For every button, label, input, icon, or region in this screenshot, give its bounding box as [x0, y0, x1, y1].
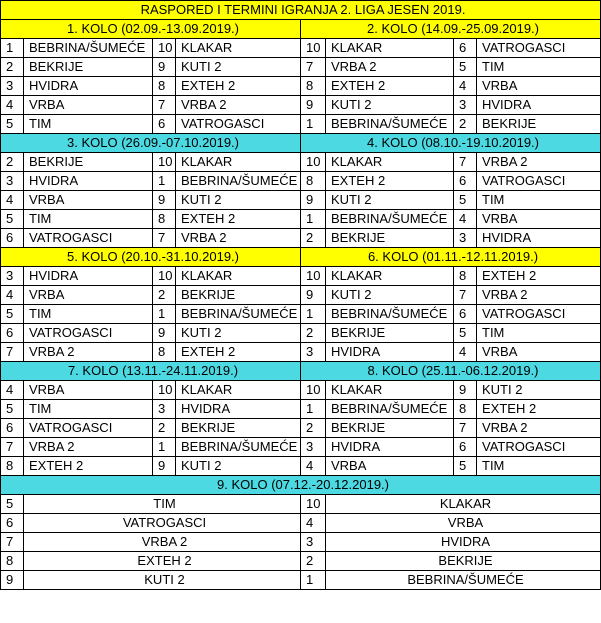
title-row: [1, 1, 601, 20]
home-team-number: 7: [301, 58, 326, 77]
away-team-number: 2: [153, 286, 176, 305]
match-row: [1, 533, 601, 552]
away-team-number: 2: [153, 419, 176, 438]
home-team-number: 7: [1, 533, 24, 552]
home-team-number: 4: [1, 96, 24, 115]
match-row: [1, 457, 601, 476]
home-team-name: VRBA 2: [326, 58, 454, 77]
home-team-number: 4: [1, 191, 24, 210]
home-team-name: VRBA: [326, 457, 454, 476]
match-row: [1, 400, 601, 419]
home-team-number: 6: [1, 229, 24, 248]
home-team-name: VATROGASCI: [24, 419, 153, 438]
round-title: 5. KOLO (20.10.-31.10.2019.): [1, 248, 301, 267]
home-team-number: 7: [1, 343, 24, 362]
home-team-name: BEBRINA/ŠUMEĆE: [326, 115, 454, 134]
away-team-number: 9: [153, 457, 176, 476]
schedule-title: RASPORED I TERMINI IGRANJA 2. LIGA JESEN 2019.: [1, 1, 601, 20]
home-team-number: 3: [1, 77, 24, 96]
home-team-name: VATROGASCI: [24, 229, 153, 248]
home-team-number: 5: [1, 115, 24, 134]
home-team-number: 3: [1, 267, 24, 286]
away-team-name: KLAKAR: [176, 153, 301, 172]
away-team-name: BEBRINA/ŠUMEĆE: [176, 305, 301, 324]
home-team-number: 4: [1, 381, 24, 400]
away-team-name: VRBA: [326, 514, 601, 533]
away-team-name: VRBA 2: [176, 229, 301, 248]
away-team-name: KUTI 2: [477, 381, 601, 400]
home-team-name: KUTI 2: [24, 571, 301, 590]
away-team-number: 8: [153, 210, 176, 229]
away-team-name: EXTEH 2: [477, 400, 601, 419]
away-team-number: 4: [454, 343, 477, 362]
round-header-row: [1, 476, 601, 495]
home-team-name: TIM: [24, 305, 153, 324]
away-team-name: HVIDRA: [176, 400, 301, 419]
home-team-number: 1: [1, 39, 24, 58]
home-team-name: KUTI 2: [326, 286, 454, 305]
home-team-name: TIM: [24, 495, 301, 514]
home-team-name: BEKRIJE: [326, 419, 454, 438]
home-team-number: 1: [301, 305, 326, 324]
away-team-name: KUTI 2: [176, 58, 301, 77]
home-team-number: 1: [301, 210, 326, 229]
away-team-number: 10: [153, 39, 176, 58]
home-team-name: BEBRINA/ŠUMEĆE: [326, 210, 454, 229]
home-team-number: 2: [301, 229, 326, 248]
away-team-number: 10: [301, 495, 326, 514]
home-team-name: HVIDRA: [24, 172, 153, 191]
away-team-name: BEKRIJE: [326, 552, 601, 571]
match-row: [1, 571, 601, 590]
match-row: [1, 324, 601, 343]
home-team-name: VRBA: [24, 286, 153, 305]
round-title: 3. KOLO (26.09.-07.10.2019.): [1, 134, 301, 153]
away-team-name: KLAKAR: [176, 39, 301, 58]
away-team-number: 1: [301, 571, 326, 590]
round-header-row: [1, 248, 601, 267]
home-team-name: VRBA: [24, 96, 153, 115]
away-team-name: VRBA 2: [477, 153, 601, 172]
round-title: 8. KOLO (25.11.-06.12.2019.): [301, 362, 601, 381]
home-team-name: EXTEH 2: [24, 457, 153, 476]
match-row: [1, 191, 601, 210]
away-team-name: VATROGASCI: [477, 438, 601, 457]
away-team-number: 8: [153, 343, 176, 362]
away-team-number: 7: [454, 419, 477, 438]
away-team-name: BEBRINA/ŠUMEĆE: [326, 571, 601, 590]
away-team-number: 5: [454, 324, 477, 343]
away-team-name: TIM: [477, 324, 601, 343]
home-team-name: BEKRIJE: [24, 153, 153, 172]
away-team-number: 9: [153, 58, 176, 77]
away-team-name: VATROGASCI: [477, 39, 601, 58]
home-team-number: 2: [1, 58, 24, 77]
away-team-name: KLAKAR: [176, 267, 301, 286]
away-team-name: EXTEH 2: [176, 77, 301, 96]
away-team-number: 3: [301, 533, 326, 552]
home-team-name: EXTEH 2: [24, 552, 301, 571]
home-team-name: VRBA 2: [24, 438, 153, 457]
home-team-name: HVIDRA: [326, 438, 454, 457]
away-team-name: VRBA 2: [477, 286, 601, 305]
away-team-name: EXTEH 2: [477, 267, 601, 286]
away-team-number: 6: [153, 115, 176, 134]
match-row: [1, 172, 601, 191]
home-team-name: HVIDRA: [24, 267, 153, 286]
away-team-number: 8: [454, 267, 477, 286]
match-row: [1, 552, 601, 571]
away-team-name: HVIDRA: [326, 533, 601, 552]
away-team-number: 5: [454, 191, 477, 210]
home-team-number: 9: [301, 286, 326, 305]
away-team-number: 4: [454, 77, 477, 96]
round-title: 6. KOLO (01.11.-12.11.2019.): [301, 248, 601, 267]
round-title: 7. KOLO (13.11.-24.11.2019.): [1, 362, 301, 381]
schedule-body: [1, 1, 601, 590]
away-team-name: HVIDRA: [477, 96, 601, 115]
match-row: [1, 229, 601, 248]
away-team-number: 2: [301, 552, 326, 571]
match-row: [1, 58, 601, 77]
match-row: [1, 438, 601, 457]
home-team-number: 4: [1, 286, 24, 305]
home-team-name: KUTI 2: [326, 191, 454, 210]
away-team-name: VRBA 2: [477, 419, 601, 438]
away-team-number: 7: [454, 153, 477, 172]
home-team-number: 5: [1, 210, 24, 229]
home-team-name: BEKRIJE: [326, 229, 454, 248]
away-team-number: 10: [153, 153, 176, 172]
home-team-number: 6: [1, 514, 24, 533]
away-team-name: VRBA: [477, 210, 601, 229]
round-header-row: [1, 20, 601, 39]
home-team-name: VATROGASCI: [24, 514, 301, 533]
match-row: [1, 419, 601, 438]
away-team-name: TIM: [477, 457, 601, 476]
match-row: [1, 343, 601, 362]
match-row: [1, 381, 601, 400]
home-team-number: 1: [301, 115, 326, 134]
home-team-number: 3: [301, 343, 326, 362]
away-team-name: TIM: [477, 191, 601, 210]
away-team-number: 5: [454, 457, 477, 476]
home-team-number: 10: [301, 267, 326, 286]
home-team-number: 7: [1, 438, 24, 457]
away-team-name: VRBA: [477, 77, 601, 96]
round-header-row: [1, 134, 601, 153]
round-title: 4. KOLO (08.10.-19.10.2019.): [301, 134, 601, 153]
home-team-number: 2: [301, 324, 326, 343]
away-team-number: 10: [153, 267, 176, 286]
away-team-number: 6: [454, 305, 477, 324]
away-team-name: KUTI 2: [176, 457, 301, 476]
away-team-name: VRBA 2: [176, 96, 301, 115]
away-team-name: VATROGASCI: [477, 172, 601, 191]
home-team-name: HVIDRA: [24, 77, 153, 96]
match-row: [1, 305, 601, 324]
away-team-name: VATROGASCI: [176, 115, 301, 134]
away-team-number: 4: [301, 514, 326, 533]
away-team-number: 6: [454, 172, 477, 191]
away-team-name: VRBA: [477, 343, 601, 362]
home-team-name: BEBRINA/ŠUMEĆE: [326, 400, 454, 419]
home-team-number: 9: [301, 96, 326, 115]
home-team-name: BEBRINA/ŠUMEĆE: [326, 305, 454, 324]
match-row: [1, 115, 601, 134]
away-team-number: 1: [153, 438, 176, 457]
home-team-number: 1: [301, 400, 326, 419]
match-row: [1, 153, 601, 172]
away-team-number: 5: [454, 58, 477, 77]
away-team-number: 6: [454, 39, 477, 58]
away-team-number: 8: [454, 400, 477, 419]
away-team-name: BEKRIJE: [477, 115, 601, 134]
away-team-number: 3: [153, 400, 176, 419]
home-team-number: 9: [1, 571, 24, 590]
away-team-number: 4: [454, 210, 477, 229]
away-team-number: 8: [153, 77, 176, 96]
home-team-name: KLAKAR: [326, 381, 454, 400]
match-row: [1, 210, 601, 229]
home-team-name: TIM: [24, 210, 153, 229]
away-team-number: 9: [153, 191, 176, 210]
home-team-name: KLAKAR: [326, 39, 454, 58]
match-row: [1, 495, 601, 514]
away-team-number: 9: [153, 324, 176, 343]
home-team-name: KLAKAR: [326, 267, 454, 286]
away-team-name: BEKRIJE: [176, 419, 301, 438]
round-title: 1. KOLO (02.09.-13.09.2019.): [1, 20, 301, 39]
home-team-number: 10: [301, 153, 326, 172]
home-team-number: 10: [301, 381, 326, 400]
away-team-name: EXTEH 2: [176, 210, 301, 229]
home-team-name: BEKRIJE: [326, 324, 454, 343]
match-row: [1, 96, 601, 115]
home-team-number: 8: [301, 77, 326, 96]
round-header-row: [1, 362, 601, 381]
home-team-number: 8: [1, 552, 24, 571]
away-team-number: 7: [153, 229, 176, 248]
home-team-number: 3: [301, 438, 326, 457]
away-team-name: TIM: [477, 58, 601, 77]
away-team-name: KLAKAR: [176, 381, 301, 400]
away-team-number: 3: [454, 96, 477, 115]
home-team-number: 5: [1, 495, 24, 514]
away-team-number: 1: [153, 305, 176, 324]
home-team-name: BEKRIJE: [24, 58, 153, 77]
away-team-name: BEBRINA/ŠUMEĆE: [176, 438, 301, 457]
home-team-number: 2: [1, 153, 24, 172]
away-team-name: KUTI 2: [176, 191, 301, 210]
away-team-number: 7: [153, 96, 176, 115]
away-team-name: KUTI 2: [176, 324, 301, 343]
away-team-number: 3: [454, 229, 477, 248]
home-team-number: 4: [301, 457, 326, 476]
home-team-name: VRBA: [24, 191, 153, 210]
away-team-number: 10: [153, 381, 176, 400]
home-team-name: TIM: [24, 115, 153, 134]
home-team-number: 8: [1, 457, 24, 476]
home-team-number: 9: [301, 191, 326, 210]
home-team-name: HVIDRA: [326, 343, 454, 362]
home-team-name: VRBA: [24, 381, 153, 400]
away-team-number: 2: [454, 115, 477, 134]
away-team-number: 9: [454, 381, 477, 400]
round-title: 9. KOLO (07.12.-20.12.2019.): [1, 476, 601, 495]
home-team-number: 2: [301, 419, 326, 438]
home-team-number: 3: [1, 172, 24, 191]
home-team-number: 5: [1, 400, 24, 419]
round-title: 2. KOLO (14.09.-25.09.2019.): [301, 20, 601, 39]
home-team-name: KLAKAR: [326, 153, 454, 172]
home-team-number: 6: [1, 419, 24, 438]
away-team-number: 7: [454, 286, 477, 305]
home-team-name: KUTI 2: [326, 96, 454, 115]
match-row: [1, 267, 601, 286]
home-team-number: 10: [301, 39, 326, 58]
away-team-number: 1: [153, 172, 176, 191]
home-team-name: TIM: [24, 400, 153, 419]
match-row: [1, 77, 601, 96]
away-team-name: KLAKAR: [326, 495, 601, 514]
away-team-number: 6: [454, 438, 477, 457]
home-team-name: EXTEH 2: [326, 172, 454, 191]
home-team-number: 6: [1, 324, 24, 343]
away-team-name: BEBRINA/ŠUMEĆE: [176, 172, 301, 191]
home-team-number: 8: [301, 172, 326, 191]
home-team-name: VRBA 2: [24, 343, 153, 362]
home-team-number: 5: [1, 305, 24, 324]
home-team-name: BEBRINA/ŠUMEĆE: [24, 39, 153, 58]
home-team-name: VRBA 2: [24, 533, 301, 552]
home-team-name: EXTEH 2: [326, 77, 454, 96]
away-team-name: VATROGASCI: [477, 305, 601, 324]
away-team-name: EXTEH 2: [176, 343, 301, 362]
match-row: [1, 39, 601, 58]
away-team-name: HVIDRA: [477, 229, 601, 248]
match-row: [1, 514, 601, 533]
home-team-name: VATROGASCI: [24, 324, 153, 343]
away-team-name: BEKRIJE: [176, 286, 301, 305]
match-row: [1, 286, 601, 305]
